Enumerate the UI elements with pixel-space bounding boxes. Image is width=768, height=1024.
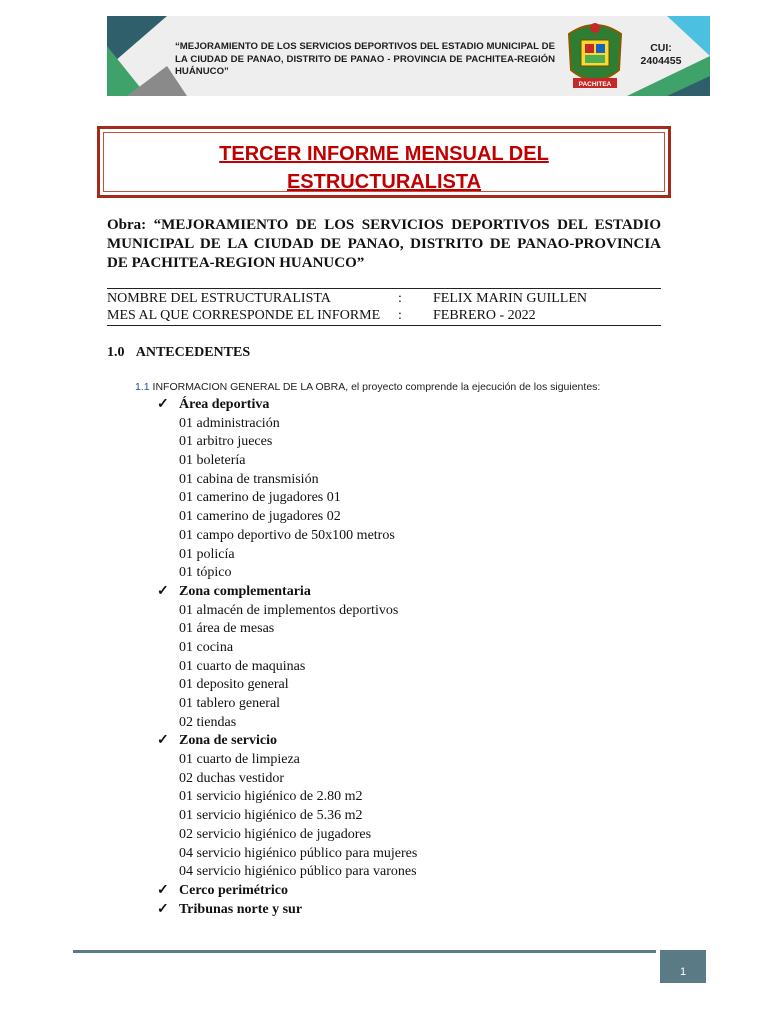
cui-value: 2404455	[640, 55, 682, 67]
list-item: 01 cuarto de limpieza	[179, 752, 300, 768]
list-item: 01 deposito general	[179, 677, 289, 693]
list-item: 04 servicio higiénico público para mujeres	[179, 845, 418, 861]
group-title	[157, 732, 417, 751]
banner-project-title: “MEJORAMIENTO DE LOS SERVICIOS DEPORTIVOS DEL ESTADIO MUNICIPAL DE LA CIUDAD DE PANAO, DISTRITO DE PANAO - PROVINCIA DE PACHITEA-REGIÓN HUÁNUCO”	[175, 41, 555, 77]
municipal-emblem-icon	[559, 20, 631, 94]
report-title-line1: TERCER INFORME MENSUAL DEL	[219, 143, 549, 165]
list-item: 01 área de mesas	[179, 621, 275, 637]
group	[157, 901, 417, 920]
report-title	[100, 140, 668, 196]
info-value: FELIX MARIN GUILLEN	[433, 291, 587, 306]
page-number: 1	[660, 950, 706, 983]
group-title	[157, 583, 417, 602]
list-item: 01 servicio higiénico de 5.36 m2	[179, 808, 363, 824]
info-row-structuralist	[107, 290, 661, 307]
list-item: 01 policía	[179, 546, 235, 562]
info-value: FEBRERO - 2022	[433, 308, 536, 323]
emblem-label: PACHITEA	[578, 81, 612, 88]
group-title-text: Zona de servicio	[179, 733, 277, 749]
cui-block	[635, 42, 687, 68]
check-icon: ✓	[157, 397, 169, 412]
list-item: 01 boletería	[179, 453, 246, 469]
list-item: 01 arbitro jueces	[179, 434, 273, 450]
group-title-text: Tribunas norte y sur	[179, 901, 303, 917]
check-icon: ✓	[157, 733, 169, 749]
subsection-heading	[135, 381, 600, 393]
list-item: 01 campo deportivo de 50x100 metros	[179, 527, 395, 543]
footer-rule	[73, 950, 656, 953]
subsection-number: 1.1	[135, 381, 150, 393]
list-item: 01 camerino de jugadores 01	[179, 490, 341, 506]
list-item: 02 tiendas	[179, 714, 237, 730]
group-title-text: Cerco perimétrico	[179, 882, 288, 898]
section-title: ANTECEDENTES	[135, 345, 251, 360]
list-item: 01 cuarto de maquinas	[179, 658, 306, 674]
list-item: 01 servicio higiénico de 2.80 m2	[179, 789, 363, 805]
info-table	[107, 288, 661, 326]
list-item: 01 camerino de jugadores 02	[179, 509, 341, 525]
list-item: 02 duchas vestidor	[179, 770, 284, 786]
list-item: 02 servicio higiénico de jugadores	[179, 826, 372, 842]
list-item: 01 cocina	[179, 639, 234, 655]
list-item: 01 tablero general	[179, 696, 281, 711]
components-list	[157, 396, 417, 919]
group-title-text: Área deportiva	[179, 397, 270, 412]
list-item: 01 cabina de transmisión	[179, 471, 319, 487]
group-title	[157, 901, 417, 920]
info-label: NOMBRE DEL ESTRUCTURALISTA	[107, 291, 331, 306]
section-heading	[107, 345, 250, 361]
group	[157, 396, 417, 583]
cui-label: CUI:	[650, 42, 672, 54]
report-title-line2: ESTRUCTURALISTA	[286, 171, 482, 193]
info-row-month	[107, 307, 661, 324]
check-icon: ✓	[157, 583, 169, 599]
group-title	[157, 882, 417, 901]
list-item: 01 administración	[179, 415, 280, 431]
check-icon: ✓	[157, 901, 169, 917]
info-separator: :	[398, 308, 402, 323]
list-item: 04 servicio higiénico público para varones	[179, 864, 417, 880]
info-label: MES AL QUE CORRESPONDE EL INFORME	[107, 308, 381, 323]
list-item: 01 tópico	[179, 565, 232, 581]
section-number: 1.0	[107, 345, 125, 360]
group	[157, 882, 417, 901]
subsection-text: INFORMACION GENERAL DE LA OBRA, el proyecto comprende la ejecución de los siguientes:	[149, 381, 601, 393]
list-item: 01 almacén de implementos deportivos	[179, 602, 399, 618]
group	[157, 732, 417, 882]
obra-description: Obra: “MEJORAMIENTO DE LOS SERVICIOS DEPORTIVOS DEL ESTADIO MUNICIPAL DE LA CIUDAD DE PANAO, DISTRITO DE PANAO-PROVINCIA DE PACHITEA-REGION HUANUCO”	[107, 217, 661, 271]
check-icon: ✓	[157, 882, 169, 898]
report-title-box	[97, 126, 671, 198]
info-separator: :	[398, 291, 402, 306]
group-title	[157, 396, 417, 415]
group-title-text: Zona complementaria	[179, 583, 311, 599]
group	[157, 583, 417, 733]
header-banner	[107, 16, 710, 96]
